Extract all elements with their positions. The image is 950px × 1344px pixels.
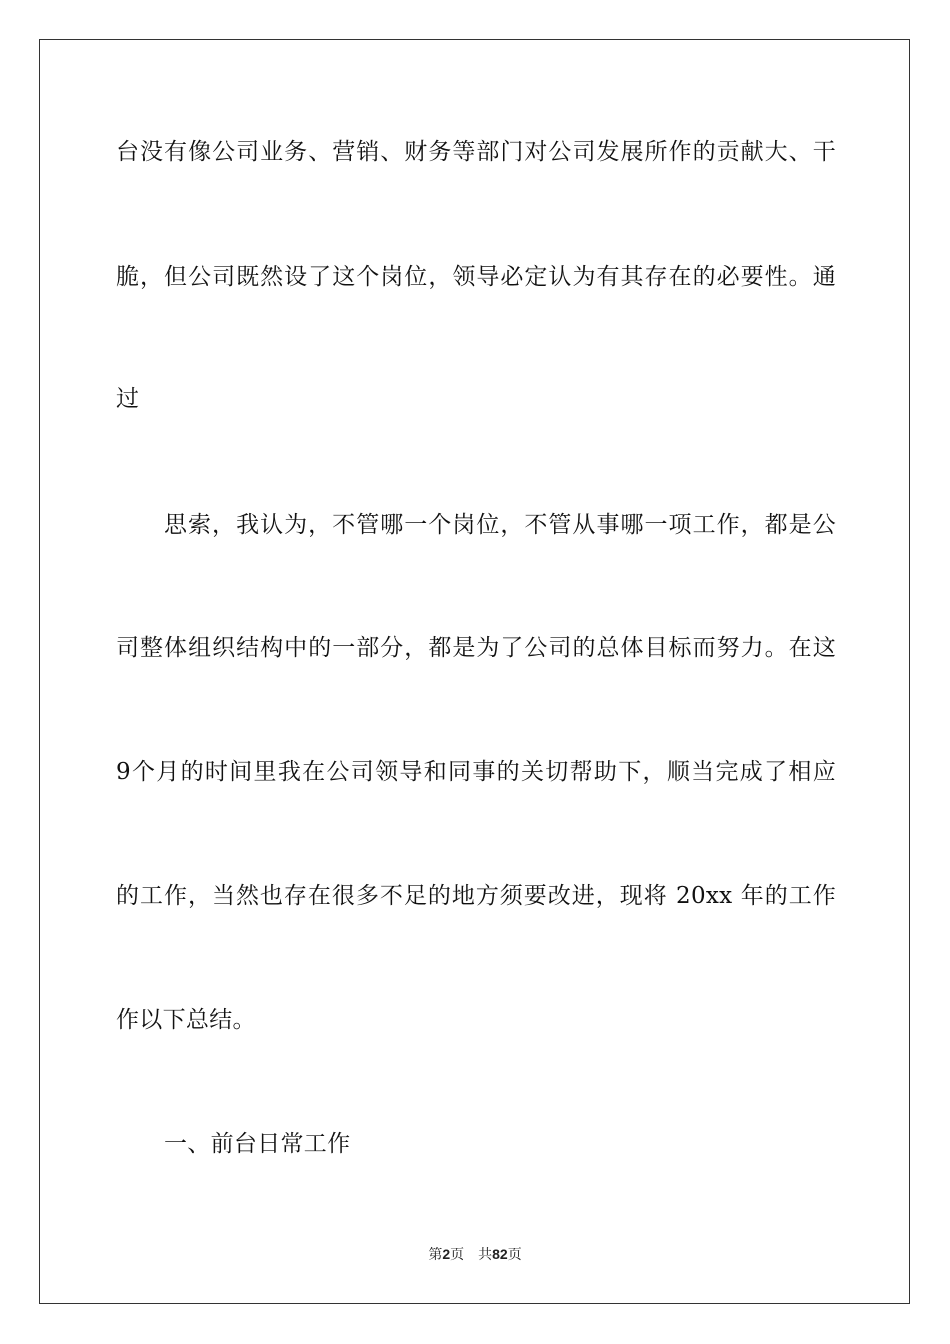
paragraph-2-line-2: 司整体组织结构中的一部分，都是为了公司的总体目标而努力。在这 xyxy=(116,635,836,661)
total-page-number: 82 xyxy=(492,1246,508,1262)
paragraph-2-line-4: 的工作，当然也存在很多不足的地方须要改进，现将 20xx 年的工作 xyxy=(116,883,836,909)
paragraph-2-line-5: 作以下总结。 xyxy=(116,1007,256,1033)
body-line-3: 过 xyxy=(116,386,140,412)
body-line-2: 脆，但公司既然设了这个岗位，领导必定认为有其存在的必要性。通 xyxy=(116,264,836,290)
section-heading: 一、前台日常工作 xyxy=(164,1131,351,1157)
page-frame xyxy=(39,39,910,1304)
paragraph-2-line-1: 思索，我认为，不管哪一个岗位，不管从事哪一项工作，都是公 xyxy=(164,512,836,538)
page-footer xyxy=(0,1245,950,1264)
page-unit: 页 xyxy=(450,1247,465,1263)
current-page-number: 2 xyxy=(442,1246,451,1262)
total-unit: 页 xyxy=(507,1247,522,1263)
page-prefix: 第 xyxy=(428,1247,443,1263)
total-prefix: 共 xyxy=(478,1247,493,1263)
body-line-1: 台没有像公司业务、营销、财务等部门对公司发展所作的贡献大、干 xyxy=(116,139,836,165)
paragraph-2-line-3: 9个月的时间里我在公司领导和同事的关切帮助下，顺当完成了相应 xyxy=(116,759,836,785)
